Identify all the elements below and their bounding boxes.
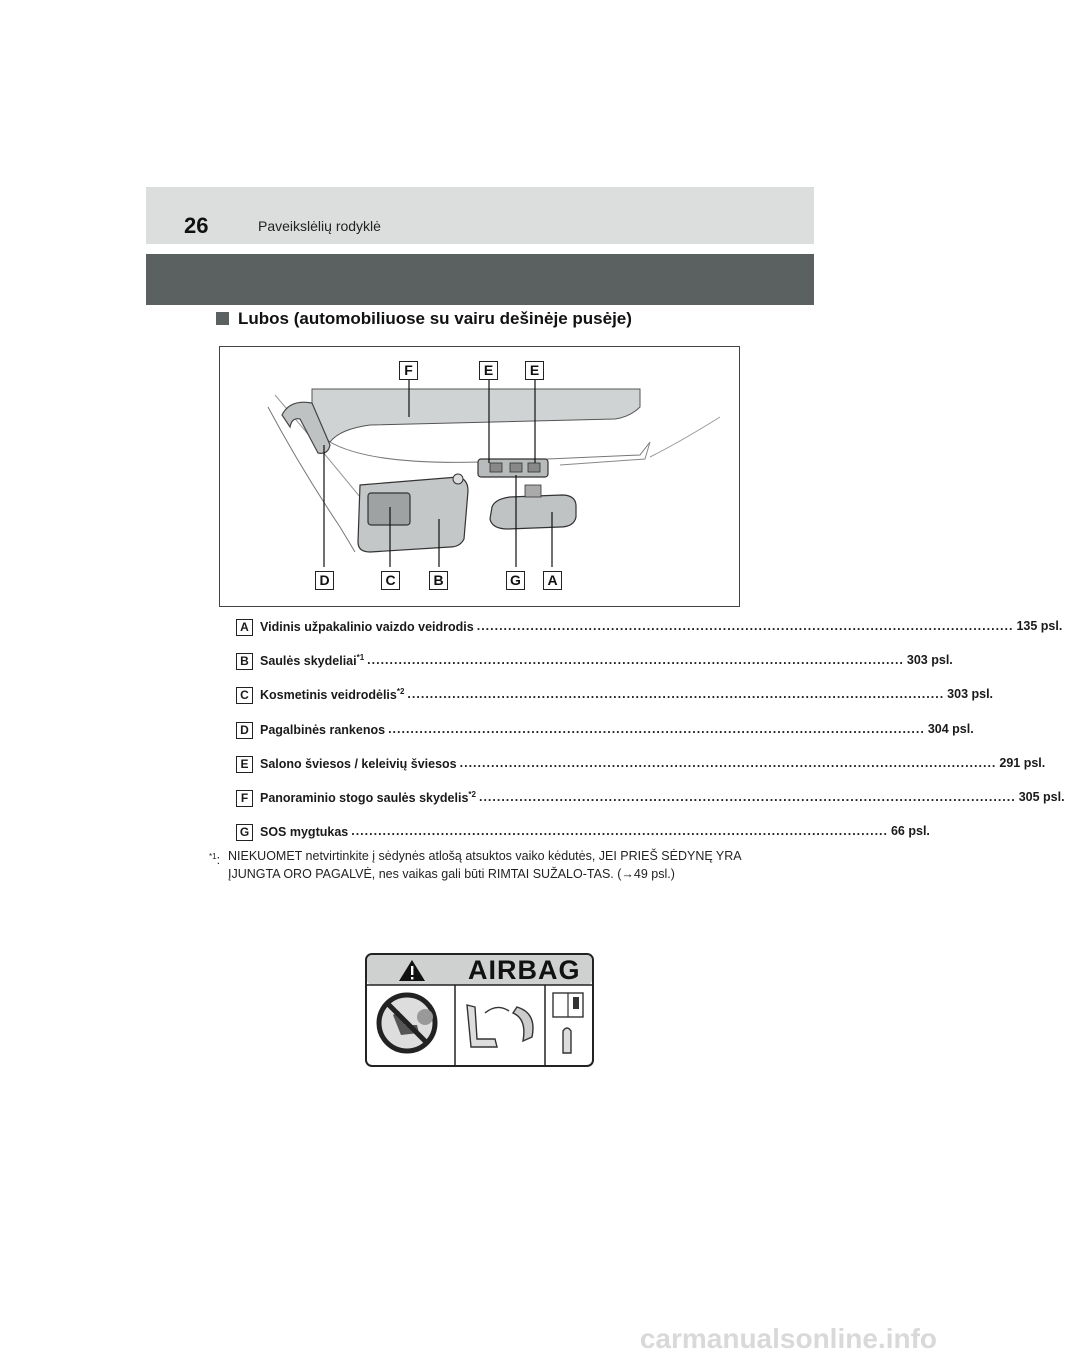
item-letter: G (236, 824, 253, 841)
footnote-text: NIEKUOMET netvirtinkite į sėdynės atlošą atsuktos vaiko kėdutės, JEI PRIEŠ SĖDYNĘ YRA ĮJUNGTA ORO PAGALVĖ, nes vaikas gali būti RIMTAI SUŽALO-TAS. (→49 psl.) (228, 849, 741, 881)
list-item[interactable] (236, 789, 1065, 824)
ceiling-figure (219, 346, 740, 607)
item-page: 303 psl. (906, 653, 953, 668)
list-item[interactable] (236, 755, 1046, 790)
list-item[interactable] (236, 619, 1063, 653)
list-item[interactable] (236, 687, 994, 721)
page-number: 26 (184, 213, 209, 238)
callout-g: G (506, 571, 525, 590)
callout-b: B (429, 571, 448, 590)
dot-leader: ........................................................................................................................ (367, 653, 904, 668)
item-text: Salono šviesos / keleivių šviesos (260, 756, 457, 771)
item-letter: D (236, 722, 253, 739)
section-title: Paveikslėlių rodyklė (258, 218, 381, 234)
item-text: Saulės skydeliai (260, 654, 357, 669)
item-page: 66 psl. (890, 824, 930, 839)
dot-leader: ........................................................................................................................ (351, 824, 888, 839)
watermark-logo (0, 1316, 960, 1358)
item-page: 291 psl. (999, 755, 1046, 770)
item-letter: A (236, 619, 253, 636)
callout-f: F (399, 361, 418, 380)
dot-leader: ........................................................................................................................ (476, 619, 1014, 633)
item-text: Kosmetinis veidrodėlis (260, 688, 397, 703)
airbag-word: AIRBAG (468, 955, 581, 985)
list-item[interactable] (236, 653, 953, 687)
item-page: 135 psl. (1016, 619, 1063, 633)
item-page: 305 psl. (1018, 789, 1065, 804)
item-letter: B (236, 653, 253, 670)
item-page: 304 psl. (927, 721, 974, 736)
callout-e-2: E (525, 361, 544, 380)
footnote-mark: *1 (209, 852, 217, 861)
callout-d: D (315, 571, 334, 590)
item-sup: *2 (396, 687, 405, 697)
item-text: Pagalbinės rankenos (260, 722, 386, 737)
heading-text: Lubos (automobiliuose su vairu dešinėje pusėje) (238, 309, 632, 328)
dot-leader: ........................................................................................................................ (388, 721, 925, 736)
dot-leader: ........................................................................................................................ (459, 755, 997, 770)
item-sup: *2 (468, 789, 476, 799)
header-bar (146, 187, 814, 244)
item-letter: E (236, 756, 253, 773)
callout-e-1: E (479, 361, 498, 380)
dot-leader: ........................................................................................................................ (478, 789, 1016, 804)
dot-leader: ........................................................................................................................ (407, 687, 945, 702)
item-text: Vidinis užpakalinio vaizdo veidrodis (260, 620, 474, 635)
list-item[interactable] (236, 721, 974, 756)
item-text: SOS mygtukas (260, 825, 349, 840)
item-page: 303 psl. (947, 687, 994, 702)
item-letter: C (236, 687, 253, 704)
item-text: Panoraminio stogo saulės skydelis (260, 791, 469, 806)
watermark (0, 1316, 960, 1358)
footnote: $^{*1}$: NIEKUOMET netvirtinkite į sėdynės atlošą atsuktos vaiko kėdutės, JEI PRIEŠ SĖDYNĘ YRA ĮJUNGTA ORO PAGALVĖ, nes vaikas gali būti RIMTAI SUŽALO-TAS. (→49 psl.) (209, 848, 754, 883)
callout-a: A (543, 571, 562, 590)
svg-text:carmanualsonline.info: carmanualsonline.info (639, 1323, 937, 1354)
heading-square-icon (216, 312, 229, 325)
callout-c: C (381, 571, 400, 590)
header-band (146, 254, 814, 305)
item-letter: F (236, 790, 253, 807)
item-sup: *1 (356, 653, 365, 663)
ceiling-illustration (220, 347, 741, 608)
index-list (236, 619, 1065, 858)
section-heading (216, 309, 632, 329)
